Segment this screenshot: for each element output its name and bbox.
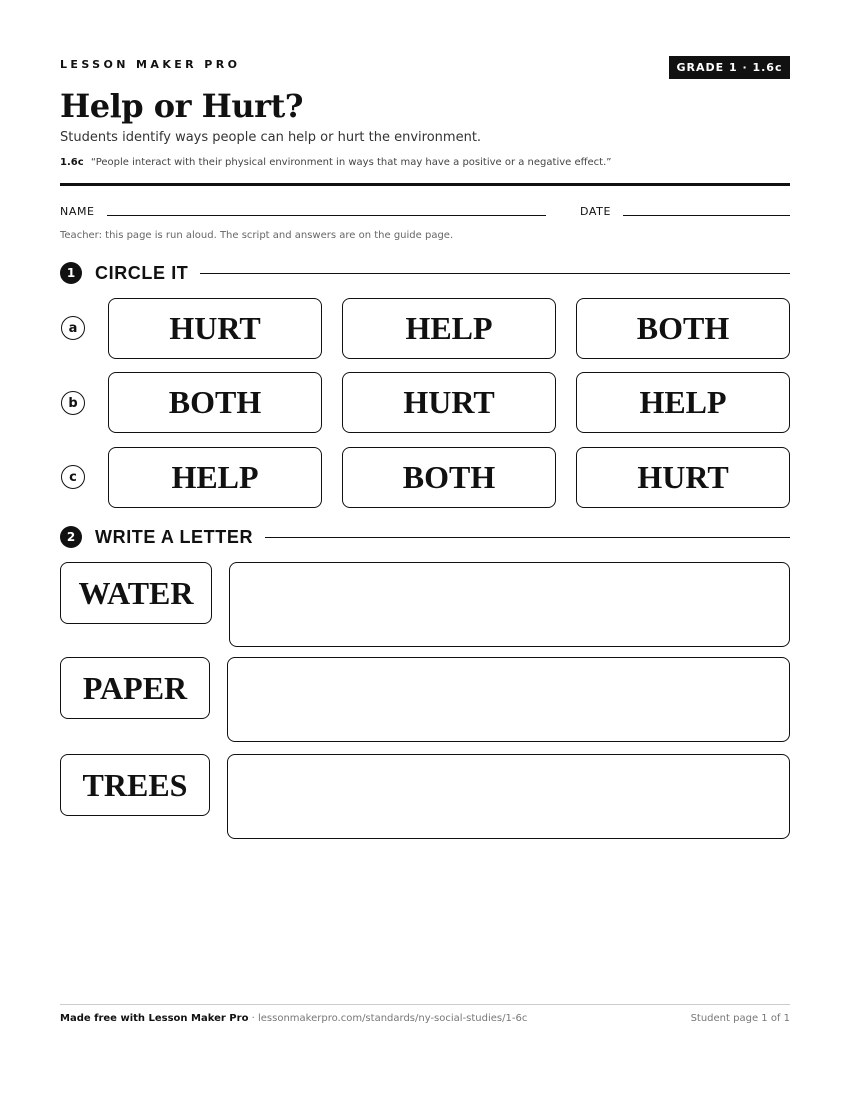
footer-credit: [60, 1013, 527, 1024]
teacher-note: Teacher: this page is run aloud. The script and answers are on the guide page.: [60, 230, 454, 241]
row-letter-a: a: [61, 316, 85, 340]
grade-badge: GRADE 1 · 1.6c: [669, 56, 790, 79]
footer-made: Made free with Lesson Maker Pro: [60, 1013, 249, 1024]
choice-c-2[interactable]: BOTH: [342, 447, 556, 508]
page-subtitle: Students identify ways people can help or hurt the environment.: [60, 130, 482, 145]
section-write-a-letter: [60, 525, 790, 549]
choice-a-3[interactable]: BOTH: [576, 298, 790, 359]
word-water: WATER: [60, 562, 212, 624]
answer-box-trees[interactable]: [227, 754, 790, 839]
section-rule: [265, 537, 790, 538]
word-trees: TREES: [60, 754, 210, 816]
date-label: DATE: [580, 205, 612, 218]
name-label: NAME: [60, 205, 95, 218]
section-title: WRITE A LETTER: [95, 526, 254, 547]
section-number-badge: 2: [60, 526, 82, 548]
answer-box-water[interactable]: [229, 562, 790, 647]
standard-text: “People interact with their physical environment in ways that may have a positive or a negative effect.”: [90, 157, 612, 168]
page-title: Help or Hurt?: [60, 87, 303, 125]
footer-url[interactable]: · lessonmakerpro.com/standards/ny-social-studies/1-6c: [248, 1013, 528, 1024]
brand-name: LESSON MAKER PRO: [60, 58, 241, 71]
choice-c-3[interactable]: HURT: [576, 447, 790, 508]
footer-divider: [60, 1004, 790, 1005]
section-circle-it: [60, 261, 790, 285]
choice-a-1[interactable]: HURT: [108, 298, 322, 359]
row-letter-c: c: [61, 465, 85, 489]
choice-a-2[interactable]: HELP: [342, 298, 556, 359]
choice-b-3[interactable]: HELP: [576, 372, 790, 433]
name-line[interactable]: [107, 215, 546, 216]
date-line[interactable]: [623, 215, 790, 216]
row-letter-b: b: [61, 391, 85, 415]
standard-code: 1.6c: [60, 157, 84, 168]
standard-line: [60, 157, 611, 168]
answer-box-paper[interactable]: [227, 657, 790, 742]
header-divider: [60, 183, 790, 186]
section-rule: [200, 273, 790, 274]
word-paper: PAPER: [60, 657, 210, 719]
choice-c-1[interactable]: HELP: [108, 447, 322, 508]
footer-page-count: Student page 1 of 1: [690, 1013, 790, 1024]
section-number-badge: 1: [60, 262, 82, 284]
choice-b-1[interactable]: BOTH: [108, 372, 322, 433]
choice-b-2[interactable]: HURT: [342, 372, 556, 433]
section-title: CIRCLE IT: [95, 262, 189, 283]
